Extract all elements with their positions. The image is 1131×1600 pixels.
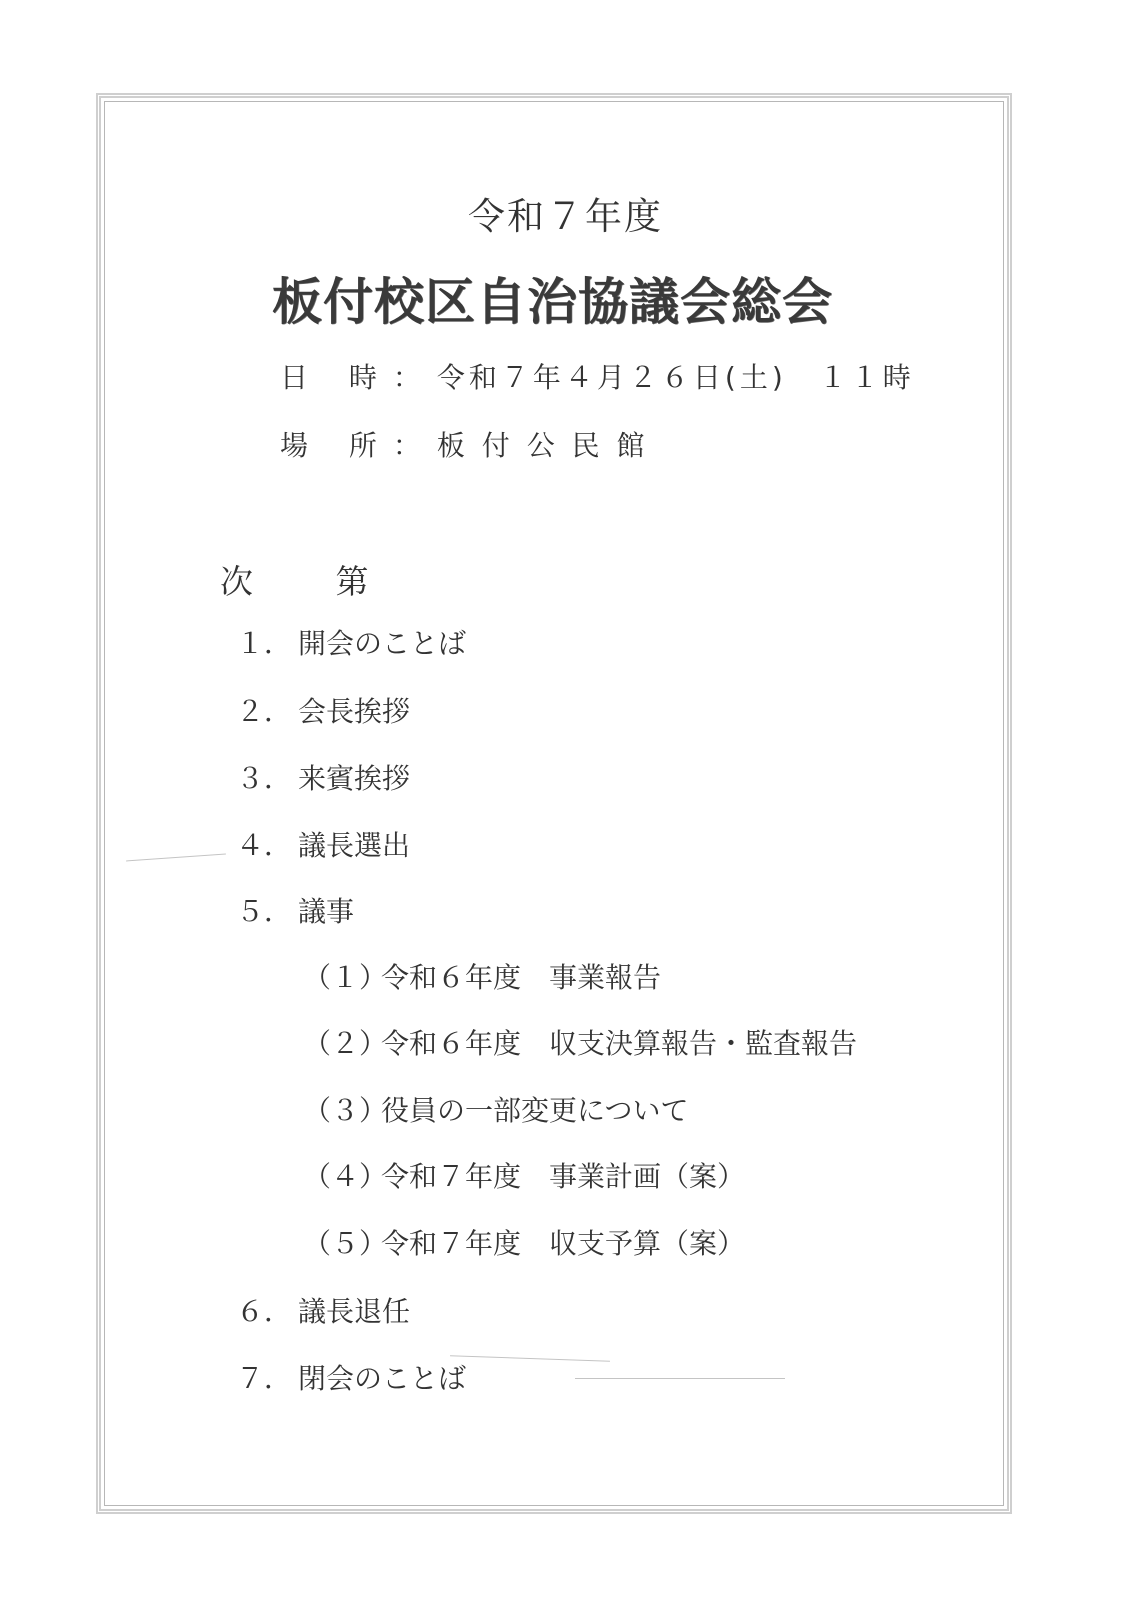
agenda-sub-item <box>303 1089 688 1129</box>
agenda-sub-item-text: 令和７年度 事業計画（案） <box>381 1160 746 1193</box>
agenda-item-number: ６． <box>236 1295 293 1328</box>
agenda-item <box>236 622 466 662</box>
agenda-sub-item-number: （３） <box>303 1094 388 1127</box>
agenda-heading: 次 第 <box>220 562 405 601</box>
agenda-item-text: 閉会のことば <box>298 1362 467 1395</box>
place-label: 場 所： <box>280 429 437 462</box>
agenda-item <box>236 890 354 930</box>
agenda-item <box>236 1357 466 1397</box>
agenda-item-number: １． <box>236 627 293 660</box>
agenda-item <box>236 1290 410 1330</box>
agenda-item-text: 議長退任 <box>298 1295 411 1328</box>
place-value: 板 付 公 民 館 <box>436 429 649 462</box>
agenda-sub-item-number: （５） <box>303 1227 388 1260</box>
agenda-sub-item-number: （２） <box>303 1027 388 1060</box>
agenda-sub-item-number: （１） <box>303 961 388 994</box>
agenda-sub-item-text: 令和７年度 収支予算（案） <box>381 1227 746 1260</box>
datetime-label: 日 時： <box>280 361 437 394</box>
document-title: 板付校区自治協議会総会 <box>272 273 833 331</box>
agenda-item-text: 来賓挨拶 <box>298 762 411 795</box>
agenda-sub-item-text: 令和６年度 収支決算報告・監査報告 <box>381 1027 858 1060</box>
agenda-item-number: ３． <box>236 762 293 795</box>
agenda-sub-item-text: 役員の一部変更について <box>381 1094 689 1127</box>
agenda-item-number: ７． <box>236 1362 293 1395</box>
datetime-row <box>280 356 915 396</box>
agenda-sub-item <box>303 956 661 996</box>
scan-artifact-line <box>575 1378 785 1379</box>
agenda-item-number: ５． <box>236 895 293 928</box>
agenda-item-text: 議事 <box>298 895 355 928</box>
fiscal-year-heading: 令和７年度 <box>468 195 663 238</box>
agenda-sub-item <box>303 1155 745 1195</box>
agenda-sub-item-number: （４） <box>303 1160 388 1193</box>
datetime-value: 令和７年４月２６日(土) １１時 <box>436 361 915 394</box>
agenda-item <box>236 757 410 797</box>
agenda-item-number: ２． <box>236 695 293 728</box>
agenda-sub-item <box>303 1222 745 1262</box>
agenda-item-text: 議長選出 <box>298 829 411 862</box>
agenda-item-number: ４． <box>236 829 293 862</box>
agenda-item-text: 会長挨拶 <box>298 695 411 728</box>
agenda-sub-item <box>303 1022 857 1062</box>
agenda-item <box>236 690 410 730</box>
place-row <box>280 424 649 464</box>
agenda-item <box>236 824 410 864</box>
agenda-item-text: 開会のことば <box>298 627 467 660</box>
agenda-sub-item-text: 令和６年度 事業報告 <box>381 961 662 994</box>
